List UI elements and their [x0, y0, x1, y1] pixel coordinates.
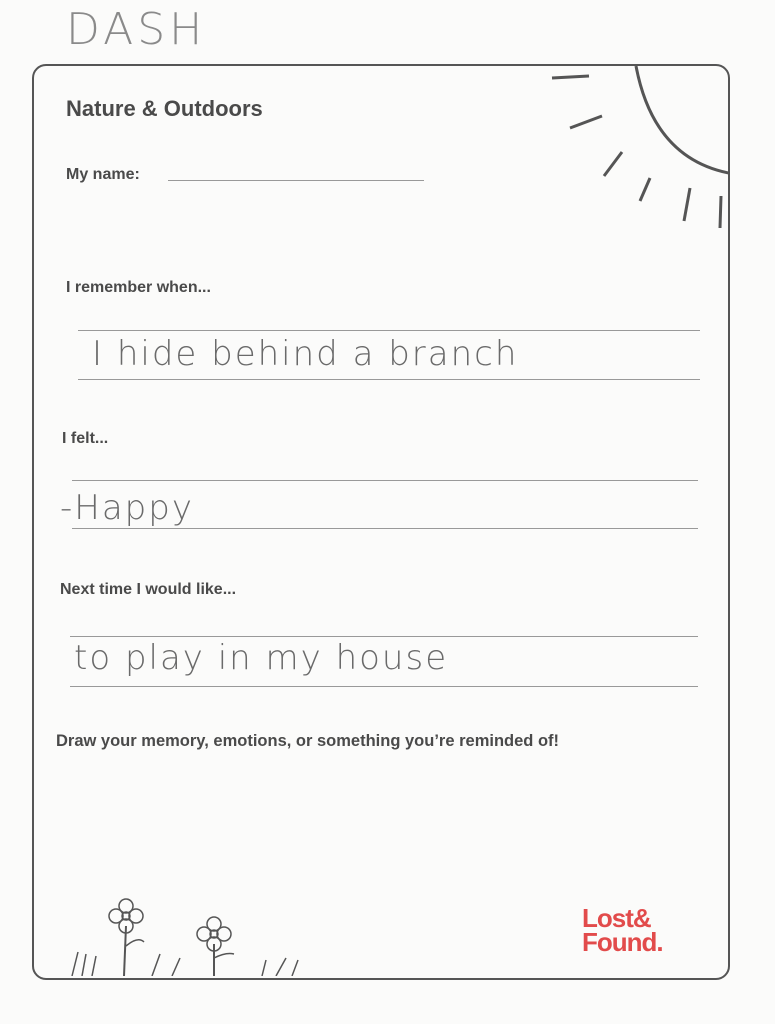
- next-time-label: Next time I would like...: [60, 581, 237, 598]
- lost-and-found-logo: [582, 903, 663, 957]
- next-time-answer[interactable]: to play in my house: [74, 638, 449, 678]
- my-name-label: My name:: [66, 166, 140, 183]
- remember-label: I remember when...: [66, 279, 211, 296]
- logo-line-2: Found.: [582, 927, 663, 957]
- flowers-drawing: [64, 886, 314, 976]
- remember-answer[interactable]: I hide behind a branch: [92, 334, 519, 374]
- next-time-line-top: [70, 636, 698, 637]
- felt-line-bottom: [72, 528, 698, 529]
- felt-line-top: [72, 480, 698, 481]
- draw-prompt: Draw your memory, emotions, or something you’re reminded of!: [56, 732, 560, 750]
- worksheet-card: [32, 64, 730, 980]
- worksheet-title: Nature & Outdoors: [66, 96, 263, 121]
- felt-answer[interactable]: -Happy: [60, 488, 194, 528]
- felt-label: I felt...: [62, 430, 109, 447]
- next-time-line-bottom: [70, 686, 698, 687]
- sun-drawing: [544, 66, 730, 236]
- handwritten-name: DASH: [66, 4, 207, 55]
- logo-line-1: Lost&: [582, 903, 651, 933]
- remember-line-bottom: [78, 379, 700, 380]
- my-name-line[interactable]: [168, 180, 424, 181]
- remember-line-top: [78, 330, 700, 331]
